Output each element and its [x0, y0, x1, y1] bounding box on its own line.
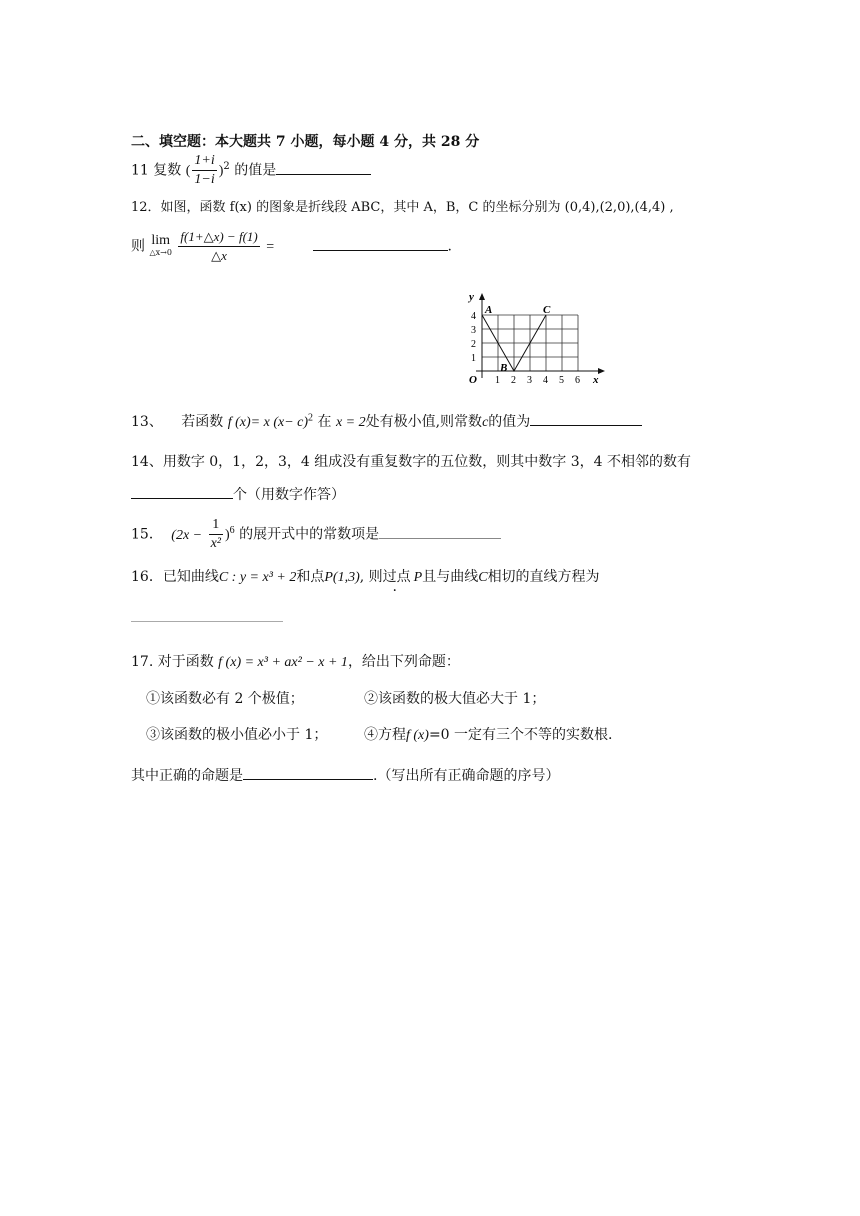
- question-12-line2: [131, 228, 452, 265]
- question-13: [131, 411, 642, 431]
- q15-pre: (2x −: [171, 527, 203, 543]
- x-axis-arrow-icon: [598, 368, 605, 374]
- q17-item-4: [364, 724, 612, 744]
- question-17-intro: [131, 651, 460, 671]
- x-tick-3: 3: [527, 375, 532, 386]
- q17-answer-pre: 其中正确的命题是: [131, 768, 243, 784]
- q12-pre: 则: [131, 238, 145, 255]
- x-tick-2: 2: [511, 375, 516, 386]
- point-a-label: A: [485, 304, 493, 316]
- x-tick-1: 1: [495, 375, 500, 386]
- q17-item4-pre: ④方程: [364, 727, 406, 743]
- q12-limit: lim △x→0: [149, 232, 172, 257]
- q13-number: 13、: [131, 414, 163, 430]
- q11-number: 11: [131, 162, 149, 179]
- q13-text-a: 若函数: [181, 414, 224, 430]
- q12-end: .: [447, 238, 452, 255]
- q13-power: 2: [308, 412, 314, 424]
- y-axis-arrow-icon: [479, 293, 485, 300]
- q13-function: f (x)= x (x− c): [227, 415, 309, 430]
- q16-answer-blank[interactable]: [131, 621, 283, 622]
- q11-power: 2: [223, 160, 230, 172]
- q13-condition: x = 2: [335, 415, 366, 430]
- q13-text-c: 处有极小值,则常数: [365, 414, 483, 430]
- y-tick-1: 1: [471, 353, 476, 364]
- q16-point: P(1,3): [324, 570, 360, 585]
- q15-close: ): [224, 527, 230, 543]
- q16-curve: C : y = x³ + 2: [218, 570, 297, 585]
- q17-item-2: ②该函数的极大值必大于 1；: [364, 691, 546, 707]
- q17-item4-func: f (x): [406, 728, 429, 743]
- q15-answer-blank[interactable]: [379, 538, 501, 539]
- q11-answer-blank[interactable]: [276, 174, 371, 175]
- q14-line2-text: 个（用数字作答）: [233, 487, 345, 503]
- q15-power: 6: [229, 524, 235, 536]
- question-11: 11 复数 ( $\frac{1+i}{1-i}$ )$^2$ 的值是: [131, 152, 371, 189]
- y-axis-label: y: [469, 291, 474, 303]
- question-14-line1: 14、用数字 0，1，2，3，4 组成没有重复数字的五位数，则其中数字 3，4 不相邻的数有: [131, 454, 691, 470]
- q17-item4-post: =0 一定有三个不等的实数根.: [428, 727, 613, 743]
- q16-var-c: C: [478, 570, 488, 585]
- q13-text-b: 在: [317, 414, 332, 430]
- q17-item-1: ①该函数必有 2 个极值；: [146, 691, 304, 707]
- point-c-label: C: [543, 304, 551, 316]
- question-16: [131, 566, 600, 586]
- q16-text-c: , 则: [359, 569, 383, 585]
- q15-fraction: $\frac{1}{\text{x²}}$: [210, 517, 221, 551]
- q16-var-p: P: [413, 570, 423, 585]
- q12-answer-blank[interactable]: [313, 250, 448, 251]
- q15-post: 的展开式中的常数项是: [239, 526, 380, 543]
- x-tick-5: 5: [559, 375, 564, 386]
- q16-text-e: 相切的直线方程为: [487, 569, 600, 585]
- q16-emphasis: 过点: [382, 569, 411, 585]
- question-16-blank-line: [131, 610, 283, 626]
- x-axis-label: x: [593, 374, 599, 386]
- q16-number: 16．: [131, 569, 163, 585]
- section-title: 二、填空题：本大题共 7 小题，每小题 4 分，共 28 分: [131, 134, 480, 150]
- y-tick-2: 2: [471, 339, 476, 350]
- q11-fraction: $\frac{1+i}{1-i}$: [194, 153, 215, 187]
- function-graph: [460, 288, 610, 388]
- q16-text-d: 且与曲线: [422, 569, 479, 585]
- origin-label: O: [469, 374, 477, 386]
- q17-answer-blank[interactable]: [243, 779, 373, 780]
- q17-answer-post: .（写出所有正确命题的序号）: [373, 768, 560, 784]
- question-15: [131, 516, 501, 553]
- q17-answer-line: [131, 765, 559, 785]
- q11-pre: 复数: [153, 162, 182, 179]
- q13-answer-blank[interactable]: [530, 425, 642, 426]
- q12-equals: =: [266, 239, 275, 255]
- q11-post: 的值是: [234, 162, 277, 179]
- q12-fraction: $\frac{f(1+\triangle x) - f(1)}{\triangle x}$: [180, 229, 258, 263]
- y-tick-4: 4: [471, 311, 476, 322]
- x-tick-4: 4: [543, 375, 548, 386]
- q16-text-b: 和点: [296, 569, 325, 585]
- q17-intro-a: 17. 对于函数: [131, 654, 214, 670]
- q15-number: 15．: [131, 526, 163, 543]
- y-tick-3: 3: [471, 325, 476, 336]
- q17-intro-b: ，给出下列命题：: [347, 654, 460, 670]
- q17-item-3: ③该函数的极小值必小于 1；: [146, 727, 328, 743]
- q14-answer-blank[interactable]: [131, 498, 233, 499]
- q16-text-a: 已知曲线: [162, 569, 219, 585]
- question-14-line2: [131, 484, 345, 504]
- q17-function: f (x) = x³ + ax² − x + 1: [218, 655, 348, 670]
- q13-var-c: c: [482, 415, 489, 430]
- question-12-line1: 12．如图，函数 f(x) 的图象是折线段 ABC，其中 A，B，C 的坐标分别为 (0,4),(2,0),(4,4) ,: [131, 200, 674, 215]
- x-tick-6: 6: [575, 375, 580, 386]
- q13-text-d: 的值为: [488, 414, 531, 430]
- point-b-label: B: [500, 362, 508, 374]
